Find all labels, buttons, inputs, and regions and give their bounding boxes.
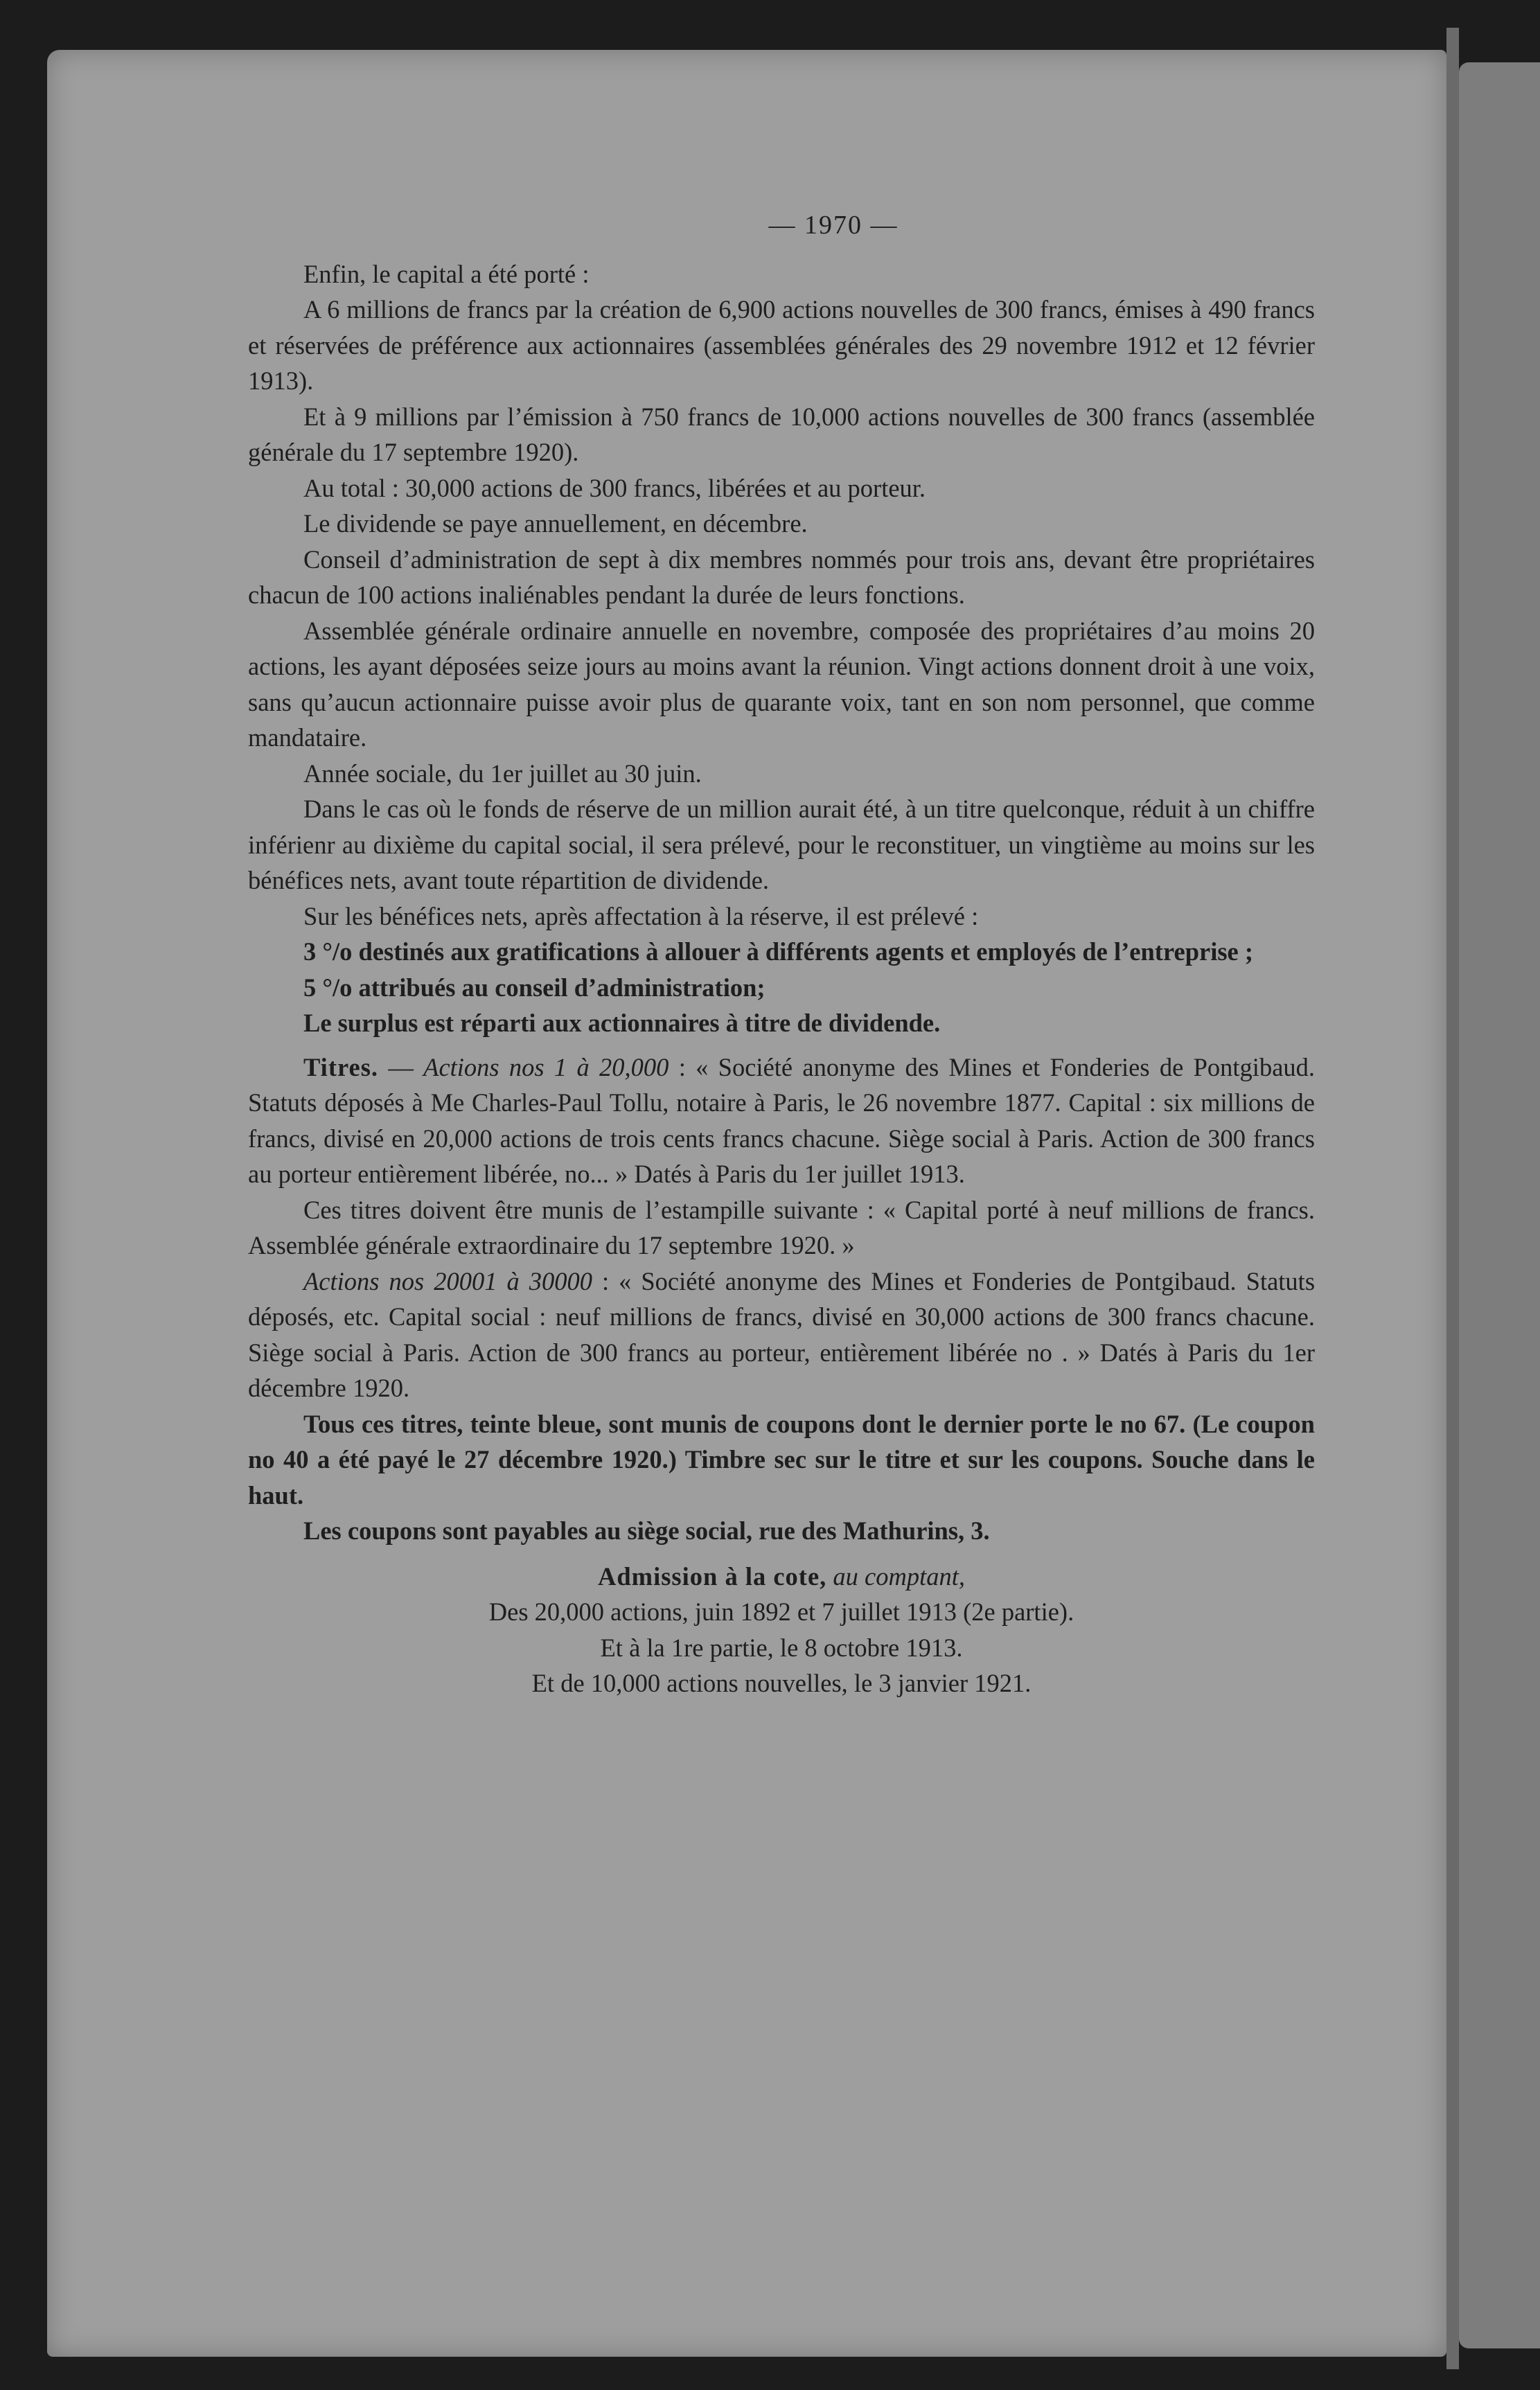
admission-title: Admission à la cote, <box>598 1561 827 1591</box>
paragraph-reserve: Dans le cas où le fonds de réserve de un million aurait été, à un titre quelconque, réduit à un chiffre inférienr au dixième du capital social, il sera prélevé, pour le reconstituer, un vingtième au moins sur les bénéfices nets, avant toute répartition de dividende. <box>248 795 1315 894</box>
adjacent-page-edge <box>1459 62 1540 2348</box>
paragraph-dividende: Le dividende se paye annuellement, en décembre. <box>303 509 808 538</box>
paragraph-annee-sociale: Année sociale, du 1er juillet au 30 juin. <box>303 759 702 788</box>
paragraph-actions-nouvelles <box>248 1264 1315 1406</box>
titres-label: Titres. <box>303 1052 379 1081</box>
page-text <box>248 208 1315 1701</box>
book-spine <box>1446 28 1459 2369</box>
paragraph-benefices: Sur les bénéfices nets, après affectation à la réserve, il est prélevé : <box>303 901 979 930</box>
titres-text: : « Société anonyme des Mines et Fonderies de Pontgibaud. Statuts déposés à Me Charles-Paul Tollu, notaire à Paris, le 26 novembre 1877. Capital : six millions de francs, divisé en 20,000 actions de trois cents francs chacune. Siège social à Paris. Action de 300 francs au porteur entièrement libérée, no... » Datés à Paris du 1er juillet 1913. <box>248 1052 1316 1188</box>
paragraph-capital-intro: Enfin, le capital a été porté : <box>303 259 590 288</box>
paragraph-six-millions: A 6 millions de francs par la création de 6,900 actions nouvelles de 300 francs, émises à 490 francs et réservées de préférence aux actionnaires (assemblées générales des 29 novembre 1912 et 12 février 1913). <box>248 295 1315 395</box>
admission-subtitle: au comptant, <box>833 1561 965 1591</box>
admission-line-3: Et de 10,000 actions nouvelles, le 3 janvier 1921. <box>531 1669 1032 1697</box>
paragraph-nine-millions: Et à 9 millions par l’émission à 750 francs de 10,000 actions nouvelles de 300 francs (assemblée générale du 17 septembre 1920). <box>248 402 1315 466</box>
titres-dash: — <box>378 1052 424 1081</box>
admission-heading <box>248 1559 1315 1595</box>
paragraph-surplus: Le surplus est réparti aux actionnaires à titre de dividende. <box>303 1009 941 1037</box>
admission-line-1: Des 20,000 actions, juin 1892 et 7 juillet 1913 (2e partie). <box>488 1597 1074 1626</box>
paragraph-total: Au total : 30,000 actions de 300 francs, libérées et au porteur. <box>303 473 926 502</box>
page-number: — 1970 — <box>768 211 899 240</box>
paragraph-titres <box>248 1050 1315 1192</box>
paragraph-coupons: Tous ces titres, teinte bleue, sont munis de coupons dont le dernier porte le no 67. (Le coupon no 40 a été payé le 27 décembre 1920.) Timbre sec sur le titre et sur les coupons. Souche dans le haut. <box>248 1409 1315 1510</box>
paragraph-gratifications: 3 °/o destinés aux gratifications à allouer à différents agents et employés de l’entreprise ; <box>303 937 1254 966</box>
paragraph-conseil-part: 5 °/o attribués au conseil d’administration; <box>303 973 765 1002</box>
section-gap <box>248 1041 1315 1050</box>
paragraph-assemblee: Assemblée générale ordinaire annuelle en novembre, composée des propriétaires d’au moins 20 actions, les ayant déposées seize jours au moins avant la réunion. Vingt actions donnent droit à une voix, sans qu’aucun actionnaire puisse avoir plus de quarante voix, tant en son nom personnel, que comme mandataire. <box>248 616 1315 752</box>
paragraph-conseil: Conseil d’administration de sept à dix membres nommés pour trois ans, devant être propriétaires chacun de 100 actions inaliénables pendant la durée de leurs fonctions. <box>248 545 1315 609</box>
actions2-text: : « Société anonyme des Mines et Fonderies de Pontgibaud. Statuts déposés, etc. Capital social : neuf millions de francs, divisé en 30,000 actions de 300 francs chacune. Siège social à Paris. Action de 300 francs au porteur, entièrement libérée no . » Datés à Paris du 1er décembre 1920. <box>248 1266 1316 1402</box>
admission-block <box>248 1559 1315 1701</box>
admission-line-2: Et à la 1re partie, le 8 octobre 1913. <box>600 1633 963 1662</box>
titres-actions-label: Actions nos 1 à 20,000 <box>423 1052 669 1081</box>
paragraph-estampille: Ces titres doivent être munis de l’estampille suivante : « Capital porté à neuf millions de francs. Assemblée générale extraordinaire du 17 septembre 1920. » <box>248 1195 1315 1259</box>
paragraph-payables: Les coupons sont payables au siège social, rue des Mathurins, 3. <box>303 1516 990 1545</box>
actions2-label: Actions nos 20001 à 30000 <box>303 1266 592 1295</box>
